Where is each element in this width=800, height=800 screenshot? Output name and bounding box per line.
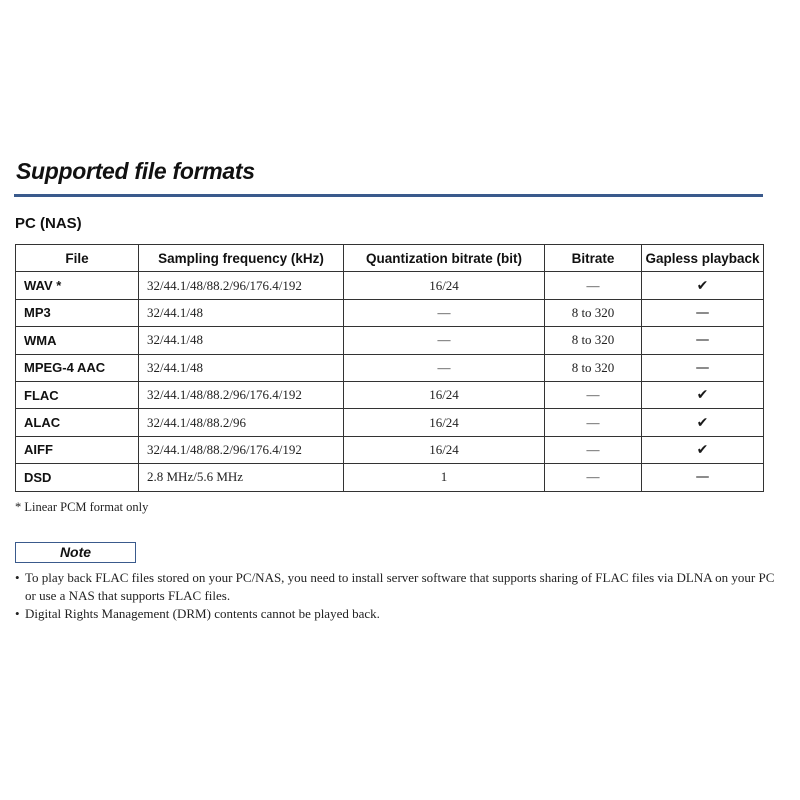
sampling-frequency-cell: 32/44.1/48 bbox=[139, 327, 344, 354]
table-row bbox=[16, 436, 764, 463]
file-name-cell: ALAC bbox=[16, 409, 139, 436]
file-name-cell: AIFF bbox=[16, 436, 139, 463]
gapless-cell: — bbox=[642, 299, 764, 326]
note-label: Note bbox=[15, 542, 136, 563]
table-header-row bbox=[16, 245, 764, 272]
note-item bbox=[15, 605, 775, 623]
bitrate-cell: — bbox=[545, 464, 642, 491]
header-quantization-bitrate: Quantization bitrate (bit) bbox=[344, 245, 545, 272]
title-underline bbox=[14, 194, 763, 197]
gapless-cell: — bbox=[642, 354, 764, 381]
file-name-cell: DSD bbox=[16, 464, 139, 491]
header-bitrate: Bitrate bbox=[545, 245, 642, 272]
quantization-cell: — bbox=[344, 299, 545, 326]
quantization-cell: 16/24 bbox=[344, 409, 545, 436]
bitrate-cell: — bbox=[545, 272, 642, 299]
file-name-cell: FLAC bbox=[16, 381, 139, 408]
sampling-frequency-cell: 32/44.1/48/88.2/96 bbox=[139, 409, 344, 436]
gapless-cell: ✔ bbox=[642, 272, 764, 299]
bitrate-cell: — bbox=[545, 436, 642, 463]
gapless-cell: ✔ bbox=[642, 409, 764, 436]
formats-table bbox=[15, 244, 764, 492]
table-row bbox=[16, 464, 764, 491]
sampling-frequency-cell: 2.8 MHz/5.6 MHz bbox=[139, 464, 344, 491]
file-name-cell: WMA bbox=[16, 327, 139, 354]
quantization-cell: — bbox=[344, 327, 545, 354]
bitrate-cell: 8 to 320 bbox=[545, 354, 642, 381]
table-row bbox=[16, 354, 764, 381]
bullet-icon: • bbox=[15, 570, 20, 585]
bitrate-cell: — bbox=[545, 381, 642, 408]
quantization-cell: — bbox=[344, 354, 545, 381]
quantization-cell: 16/24 bbox=[344, 436, 545, 463]
header-gapless-playback: Gapless playback bbox=[642, 245, 764, 272]
sampling-frequency-cell: 32/44.1/48/88.2/96/176.4/192 bbox=[139, 272, 344, 299]
file-name-cell: MPEG-4 AAC bbox=[16, 354, 139, 381]
gapless-cell: — bbox=[642, 464, 764, 491]
bitrate-cell: 8 to 320 bbox=[545, 299, 642, 326]
file-name-cell: MP3 bbox=[16, 299, 139, 326]
quantization-cell: 16/24 bbox=[344, 381, 545, 408]
table-row bbox=[16, 381, 764, 408]
table-row bbox=[16, 327, 764, 354]
note-text: To play back FLAC files stored on your PC/NAS, you need to install server software that supports sharing of FLAC files via DLNA on your PC or use a NAS that supports FLAC files. bbox=[25, 570, 775, 603]
note-item bbox=[15, 569, 775, 605]
sampling-frequency-cell: 32/44.1/48/88.2/96/176.4/192 bbox=[139, 381, 344, 408]
gapless-cell: ✔ bbox=[642, 436, 764, 463]
quantization-cell: 1 bbox=[344, 464, 545, 491]
note-text: Digital Rights Management (DRM) contents cannot be played back. bbox=[25, 606, 380, 621]
table-row bbox=[16, 409, 764, 436]
bitrate-cell: 8 to 320 bbox=[545, 327, 642, 354]
notes-list bbox=[15, 569, 775, 623]
section-heading: PC (NAS) bbox=[15, 215, 82, 232]
bitrate-cell: — bbox=[545, 409, 642, 436]
bullet-icon: • bbox=[15, 606, 20, 621]
header-file: File bbox=[16, 245, 139, 272]
sampling-frequency-cell: 32/44.1/48 bbox=[139, 299, 344, 326]
gapless-cell: ✔ bbox=[642, 381, 764, 408]
page-title: Supported file formats bbox=[16, 158, 255, 184]
header-sampling-frequency: Sampling frequency (kHz) bbox=[139, 245, 344, 272]
sampling-frequency-cell: 32/44.1/48 bbox=[139, 354, 344, 381]
table-row bbox=[16, 272, 764, 299]
sampling-frequency-cell: 32/44.1/48/88.2/96/176.4/192 bbox=[139, 436, 344, 463]
quantization-cell: 16/24 bbox=[344, 272, 545, 299]
gapless-cell: — bbox=[642, 327, 764, 354]
table-row bbox=[16, 299, 764, 326]
footnote: * Linear PCM format only bbox=[15, 500, 149, 514]
file-name-cell: WAV * bbox=[16, 272, 139, 299]
